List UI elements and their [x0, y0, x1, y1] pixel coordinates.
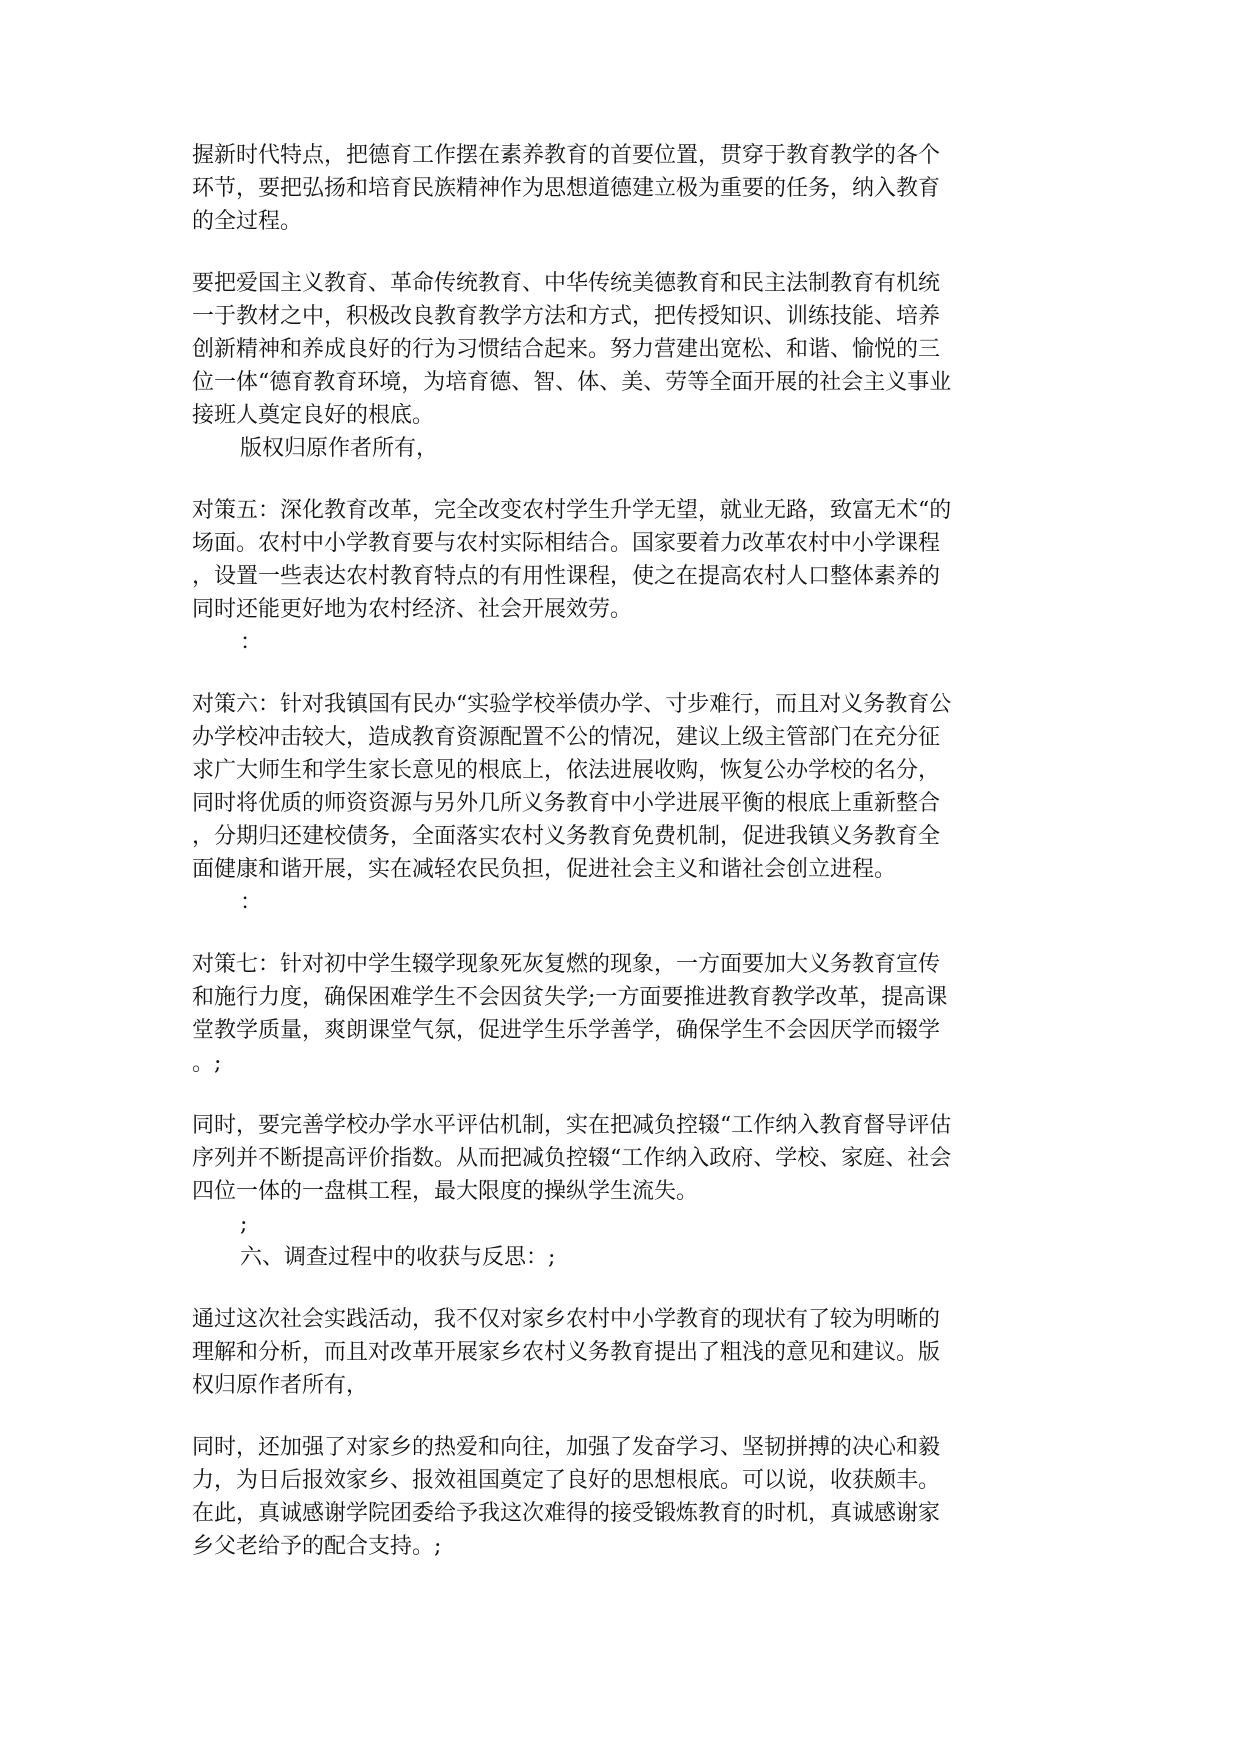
text-line: 面健康和谐开展，实在减轻农民负担，促进社会主义和谐社会创立进程。 [192, 857, 897, 882]
text-line: 在此，真诚感谢学院团委给予我这次难得的接受锻炼教育的时机，真诚感谢家 [192, 1501, 941, 1526]
text-line: 要把爱国主义教育、革命传统教育、中华传统美德教育和民主法制教育有机统 [192, 271, 941, 296]
text-line: ： [240, 890, 263, 915]
text-line: ; [240, 1212, 248, 1237]
text-line: 乡父老给予的配合支持。; [192, 1534, 442, 1559]
text-line: ，设置一些表达农村教育特点的有用性课程，使之在提高农村人口整体素养的 [192, 564, 941, 589]
text-line: 版权归原作者所有， [240, 436, 439, 461]
section-heading: 六、调查过程中的收获与反思：; [240, 1245, 556, 1270]
text-line: 同时还能更好地为农村经济、社会开展效劳。 [192, 597, 633, 622]
text-line: 一于教材之中，积极改良教育教学方法和方式，把传授知识、训练技能、培养 [192, 304, 941, 329]
text-line: 序列并不断提高评价指数。从而把减负控辍“工作纳入政府、学校、家庭、社会 [192, 1146, 952, 1171]
text-line: ，分期归还建校债务，全面落实农村义务教育免费机制，促进我镇义务教育全 [192, 824, 941, 849]
text-line: 对策七：针对初中学生辍学现象死灰复燃的现象，一方面要加大义务教育宣传 [192, 952, 941, 977]
text-line: 环节，要把弘扬和培育民族精神作为思想道德建立极为重要的任务，纳入教育 [192, 176, 941, 201]
text-line: 的全过程。 [192, 209, 303, 234]
text-line: 堂教学质量，爽朗课堂气氛，促进学生乐学善学，确保学生不会因厌学而辍学 [192, 1018, 941, 1043]
text-line: 通过这次社会实践活动，我不仅对家乡农村中小学教育的现状有了较为明晰的 [192, 1307, 941, 1332]
text-line: 力，为日后报效家乡、报效祖国奠定了良好的思想根底。可以说，收获颇丰。 [192, 1468, 941, 1493]
text-line: 场面。农村中小学教育要与农村实际相结合。国家要着力改革农村中小学课程 [192, 531, 941, 556]
text-line: 位一体“德育教育环境，为培育德、智、体、美、劳等全面开展的社会主义事业 [192, 370, 952, 395]
text-line: 同时，还加强了对家乡的热爱和向往，加强了发奋学习、坚韧拼搏的决心和毅 [192, 1435, 941, 1460]
text-line: 。; [192, 1051, 222, 1076]
text-line: 握新时代特点，把德育工作摆在素养教育的首要位置，贯穿于教育教学的各个 [192, 143, 941, 168]
text-line: 权归原作者所有， [192, 1373, 369, 1398]
text-line: 和施行力度，确保困难学生不会因贫失学;一方面要推进教育教学改革，提高课 [192, 985, 948, 1010]
text-line: 同时，要完善学校办学水平评估机制，实在把减负控辍“工作纳入教育督导评估 [192, 1113, 952, 1138]
text-line: 理解和分析，而且对改革开展家乡农村义务教育提出了粗浅的意见和建议。版 [192, 1340, 941, 1365]
text-line: ： [240, 630, 263, 655]
text-line: 对策五：深化教育改革，完全改变农村学生升学无望，就业无路，致富无术“的 [192, 498, 952, 523]
text-line: 创新精神和养成良好的行为习惯结合起来。努力营建出宽松、和谐、愉悦的三 [192, 337, 941, 362]
text-line: 同时将优质的师资资源与另外几所义务教育中小学进展平衡的根底上重新整合 [192, 791, 941, 816]
text-line: 求广大师生和学生家长意见的根底上，依法进展收购，恢复公办学校的名分， [192, 758, 941, 783]
text-line: 四位一体的一盘棋工程，最大限度的操纵学生流失。 [192, 1179, 699, 1204]
text-line: 办学校冲击较大，造成教育资源配置不公的情况，建议上级主管部门在充分征 [192, 725, 941, 750]
text-line: 接班人奠定良好的根底。 [192, 403, 435, 428]
text-line: 对策六：针对我镇国有民办“实验学校举债办学、寸步难行，而且对义务教育公 [192, 692, 952, 717]
